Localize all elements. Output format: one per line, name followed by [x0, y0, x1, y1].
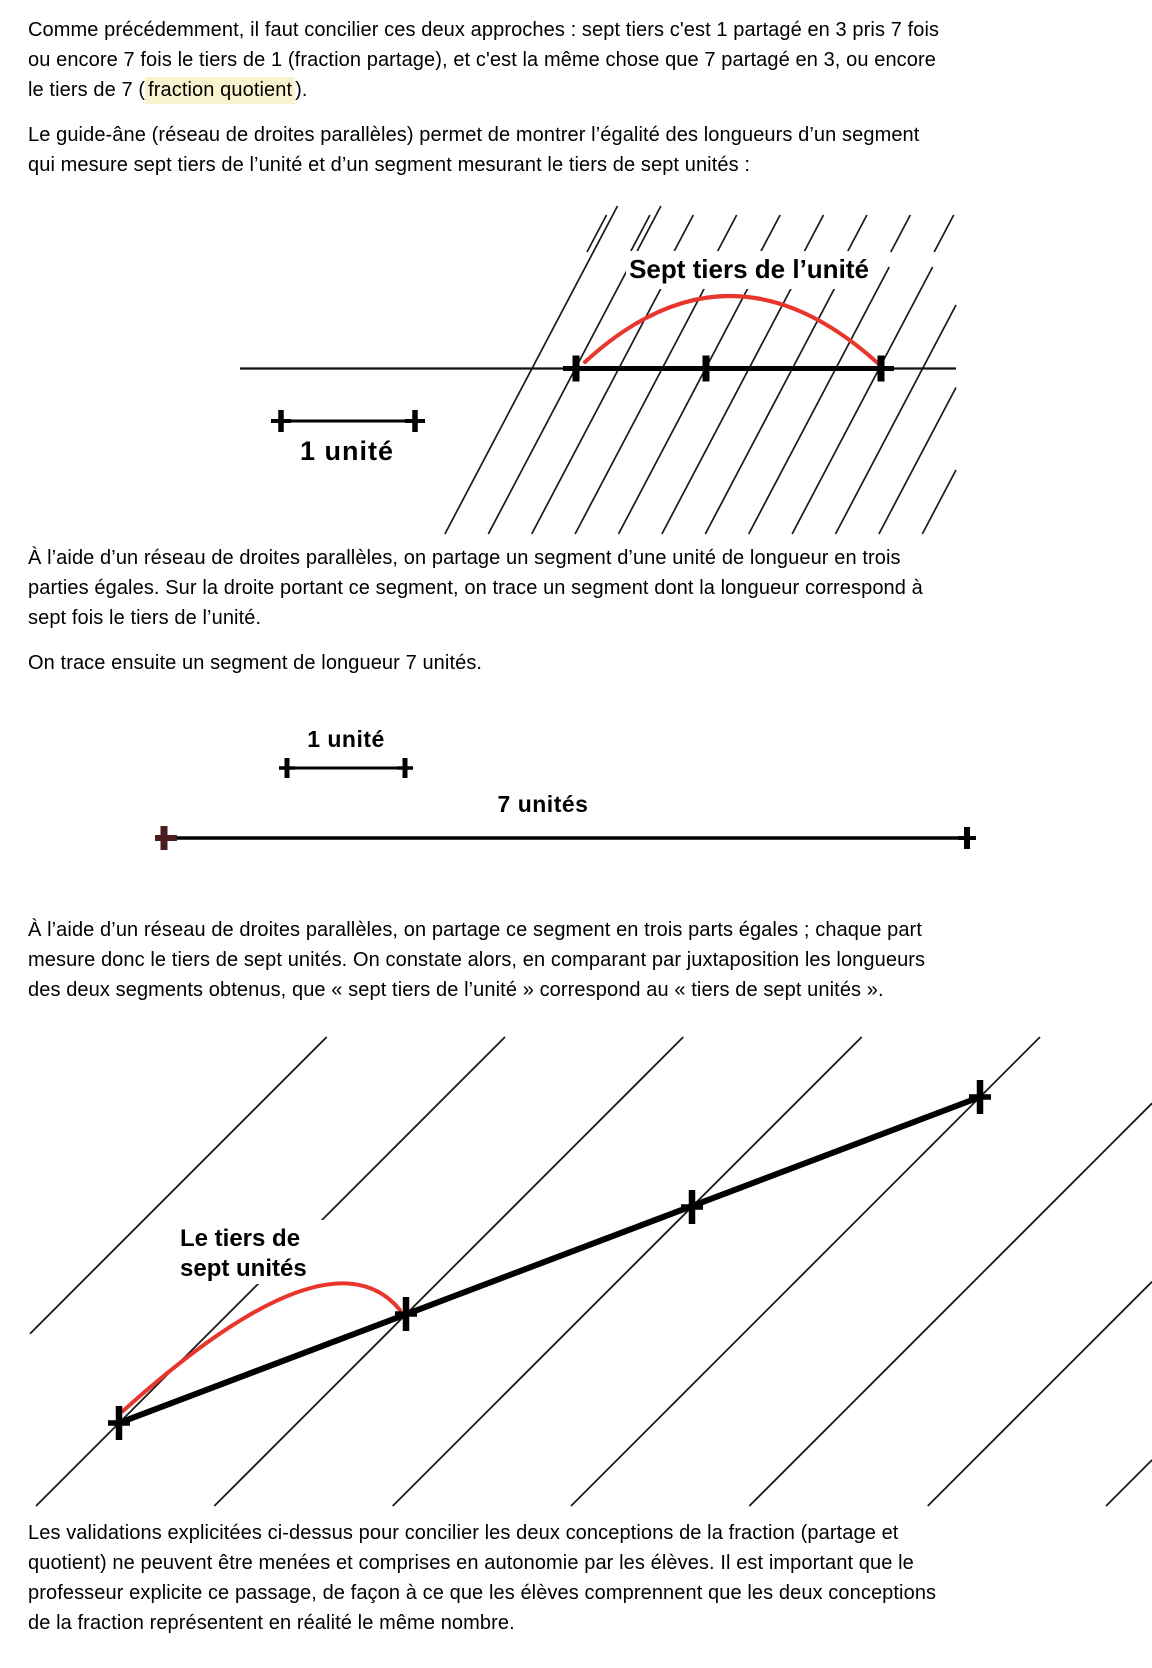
diagram-segments-unites: [0, 700, 1152, 885]
parallel-line: [792, 267, 933, 534]
text-line: [28, 75, 1133, 105]
text-line: Les validations explicitées ci-dessus pour concilier les deux conceptions de la fraction (partage et: [28, 1522, 899, 1544]
seven-units-segment-group: [155, 826, 976, 850]
parallel-line: [928, 1282, 1152, 1506]
text-line: mesure donc le tiers de sept unités. On constate alors, en comparant par juxtaposition les longueurs: [28, 949, 926, 971]
paragraph-conclusion: [28, 1518, 1133, 1638]
slash-mark: [847, 215, 867, 252]
paragraph-partage-unite: [28, 543, 1133, 633]
slash-mark: [891, 215, 911, 252]
text-fragment: ).: [295, 79, 308, 101]
text-line: On trace ensuite un segment de longueur 7 unités.: [28, 652, 483, 674]
red-arc: [123, 1283, 400, 1411]
parallel-line: [575, 267, 716, 534]
highlight-fraction-quotient: fraction quotient: [145, 77, 295, 104]
slash-mark: [717, 215, 737, 252]
unit-segment-group: [271, 410, 425, 432]
text-line: quotient) ne peuvent être menées et comprises en autonomie par les élèves. Il est important que le: [28, 1552, 914, 1574]
parallel-line: [662, 267, 803, 534]
paragraph-sept-unites: [28, 648, 1133, 678]
text-line: des deux segments obtenus, que « sept tiers de l’unité » correspond au « tiers de sept unités ».: [28, 979, 884, 1001]
parallel-line: [619, 267, 760, 534]
slash-mark: [804, 215, 824, 252]
text-line: À l’aide d’un réseau de droites parallèles, on partage un segment d’une unité de longueur en trois: [28, 547, 901, 569]
parallel-line: [922, 470, 956, 534]
slash-row: [587, 215, 954, 252]
text-fragment: le tiers de 7 (: [28, 79, 146, 101]
paragraph-guide-ane: [28, 120, 1133, 180]
red-arc: [585, 296, 881, 366]
paragraph-intro: [28, 15, 1133, 105]
parallel-line: [749, 267, 890, 534]
unit-segment-group: [279, 758, 413, 778]
paragraph-juxtaposition: [28, 915, 1133, 1005]
text-line: qui mesure sept tiers de l’unité et d’un segment mesurant le tiers de sept unités :: [28, 154, 751, 176]
slash-mark: [761, 215, 781, 252]
parallel-line: [705, 267, 846, 534]
parallel-line: [393, 1037, 862, 1506]
parallel-line: [30, 1037, 327, 1334]
text-line: parties égales. Sur la droite portant ce segment, on trace un segment dont la longueur correspond à: [28, 577, 923, 599]
text-line: professeur explicite ce passage, de façon à ce que les élèves comprennent que les deux conceptions: [28, 1582, 937, 1604]
parallel-line: [879, 388, 956, 535]
text-line: ou encore 7 fois le tiers de 1 (fraction partage), et c'est la même chose que 7 partagé en 3, ou encore: [28, 49, 936, 71]
text-line: À l’aide d’un réseau de droites parallèles, on partage ce segment en trois parts égales ; chaque part: [28, 919, 922, 941]
label-le-tiers-line1: Le tiers de: [180, 1225, 301, 1252]
label-une-unite: 1 unité: [307, 726, 385, 752]
text-line: sept fois le tiers de l’unité.: [28, 607, 262, 629]
label-sept-unites: 7 unités: [497, 791, 589, 817]
diagram-sept-tiers-unite: [0, 196, 1152, 542]
text-line: de la fraction représentent en réalité le même nombre.: [28, 1612, 515, 1634]
parallel-line: [571, 1037, 1040, 1506]
slash-mark: [934, 215, 954, 252]
slash-mark: [674, 215, 694, 252]
diagram-tiers-sept-unites: [0, 1030, 1152, 1512]
parallel-line: [836, 305, 957, 534]
label-sept-tiers: Sept tiers de l’unité: [629, 254, 869, 284]
parallel-line: [532, 267, 673, 534]
parallel-line: [1106, 1460, 1152, 1506]
label-le-tiers-line2: sept unités: [180, 1255, 307, 1282]
label-une-unite: 1 unité: [299, 436, 395, 466]
text-line: Le guide-âne (réseau de droites parallèles) permet de montrer l’égalité des longueurs d’un segment: [28, 124, 920, 146]
text-line: Comme précédemment, il faut concilier ces deux approches : sept tiers c'est 1 partagé en 3 pris 7 fois: [28, 19, 940, 41]
